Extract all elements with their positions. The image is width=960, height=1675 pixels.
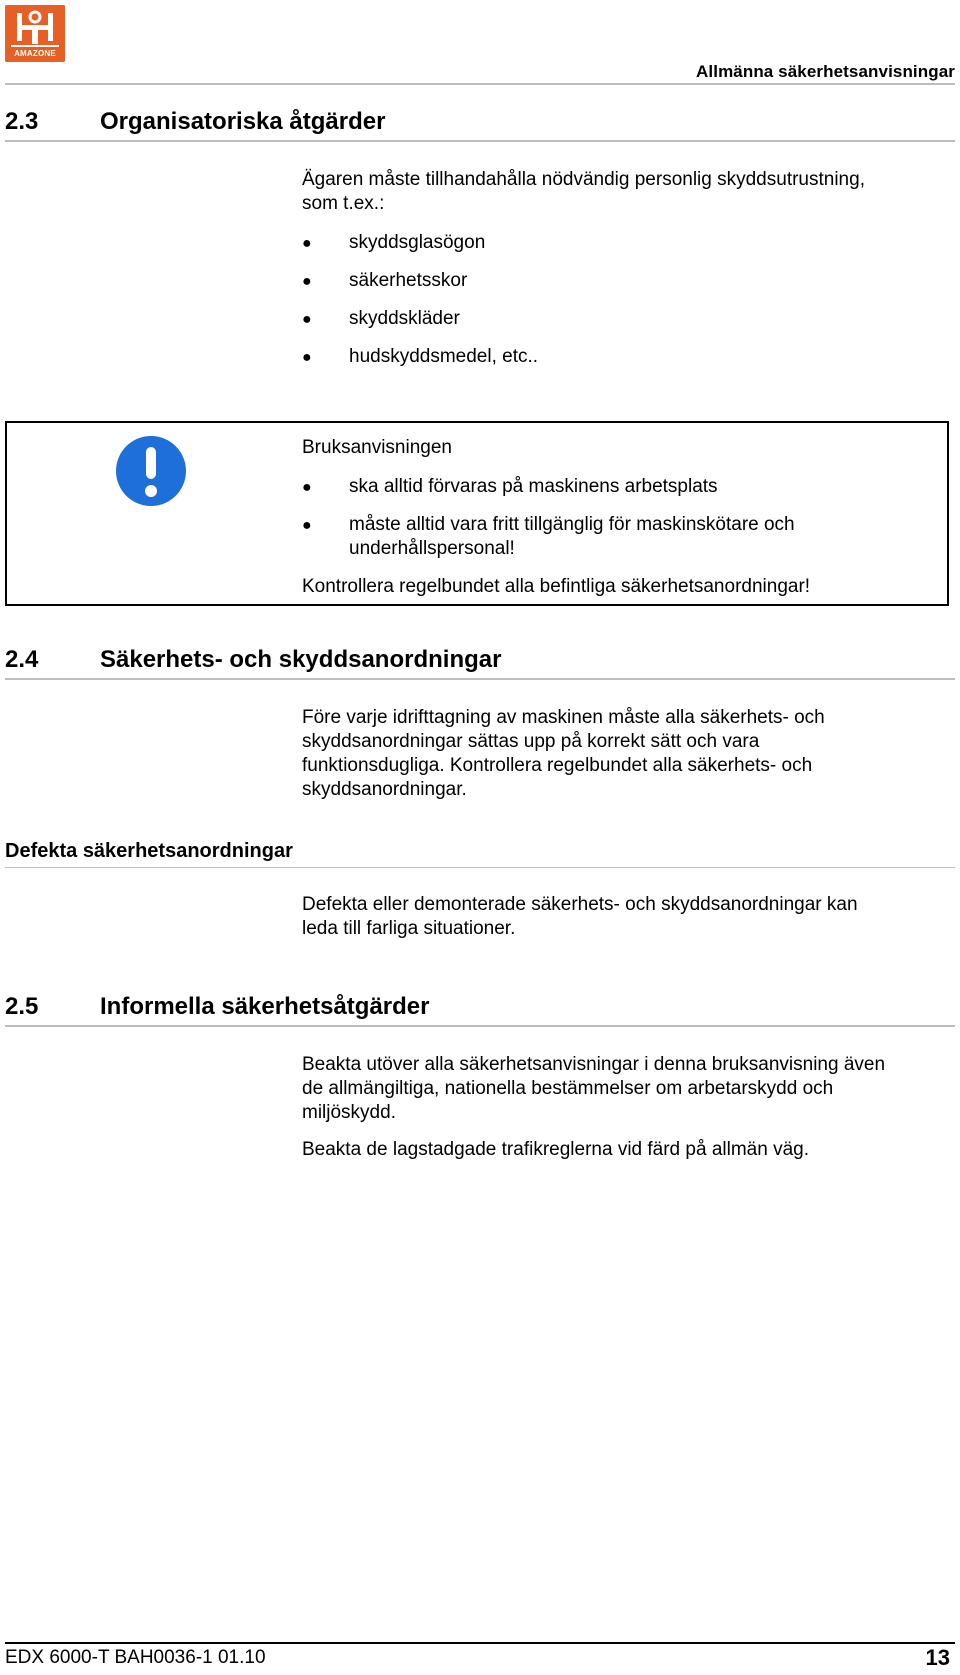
paragraph-2: Beakta de lagstadgade trafikreglerna vid färd på allmän väg. bbox=[302, 1139, 809, 1160]
header-rule bbox=[5, 83, 955, 85]
notice-item: ska alltid förvaras på maskinens arbetsplats bbox=[349, 476, 718, 497]
notice-item-line-1: måste alltid vara fritt tillgänglig för maskinskötare och bbox=[349, 514, 795, 535]
intro-line-1: Ägaren måste tillhandahålla nödvändig personlig skyddsutrustning, bbox=[302, 169, 865, 190]
paragraph-line: de allmängiltiga, nationella bestämmelser om arbetarskydd och bbox=[302, 1078, 834, 1099]
footer-doc-ref: EDX 6000-T BAH0036-1 01.10 bbox=[5, 1647, 266, 1668]
footer-rule bbox=[5, 1642, 955, 1644]
bullet-icon: ● bbox=[302, 273, 312, 290]
list-item: hudskyddsmedel, etc.. bbox=[349, 346, 539, 367]
section-number-2-5: 2.5 bbox=[5, 993, 39, 1020]
intro-line-2: som t.ex.: bbox=[302, 193, 385, 214]
header-section-title: Allmänna säkerhetsanvisningar bbox=[696, 62, 955, 81]
section-rule-2-3 bbox=[5, 140, 955, 142]
list-item: säkerhetsskor bbox=[349, 270, 468, 291]
info-exclamation-icon bbox=[116, 436, 186, 506]
notice-heading: Bruksanvisningen bbox=[302, 437, 452, 458]
notice-footer: Kontrollera regelbundet alla befintliga säkerhetsanordningar! bbox=[302, 576, 811, 597]
subheading-rule bbox=[5, 867, 955, 868]
paragraph-line: skyddsanordningar sättas upp på korrekt sätt och vara bbox=[302, 731, 760, 752]
amazone-logo-icon bbox=[5, 5, 65, 62]
list-item: skyddsglasögon bbox=[349, 232, 486, 253]
section-title-2-4: Säkerhets- och skyddsanordningar bbox=[100, 646, 502, 673]
paragraph-line: Beakta utöver alla säkerhetsanvisningar i denna bruksanvisning även bbox=[302, 1054, 886, 1075]
section-rule-2-4 bbox=[5, 678, 955, 680]
bullet-icon: ● bbox=[302, 479, 312, 496]
sub-paragraph-line: Defekta eller demonterade säkerhets- och skyddsanordningar kan bbox=[302, 894, 858, 915]
list-item: skyddskläder bbox=[349, 308, 460, 329]
section-number-2-4: 2.4 bbox=[5, 646, 39, 673]
section-number-2-3: 2.3 bbox=[5, 108, 39, 135]
notice-item-line-2: underhållspersonal! bbox=[349, 538, 515, 559]
section-title-2-5: Informella säkerhetsåtgärder bbox=[100, 993, 430, 1020]
paragraph-line: skyddsanordningar. bbox=[302, 779, 467, 800]
paragraph-line: funktionsdugliga. Kontrollera regelbundet alla säkerhets- och bbox=[302, 755, 813, 776]
bullet-icon: ● bbox=[302, 349, 312, 366]
bullet-icon: ● bbox=[302, 235, 312, 252]
bullet-icon: ● bbox=[302, 311, 312, 328]
logo-text: AMAZONE bbox=[14, 49, 56, 58]
section-rule-2-5 bbox=[5, 1025, 955, 1027]
paragraph-line: Före varje idrifttagning av maskinen måste alla säkerhets- och bbox=[302, 707, 825, 728]
section-title-2-3: Organisatoriska åtgärder bbox=[100, 108, 386, 135]
bullet-icon: ● bbox=[302, 517, 312, 534]
sub-paragraph-line: leda till farliga situationer. bbox=[302, 918, 516, 939]
subheading-defekta: Defekta säkerhetsanordningar bbox=[5, 840, 293, 862]
page-number: 13 bbox=[925, 1645, 950, 1670]
paragraph-line: miljöskydd. bbox=[302, 1102, 396, 1123]
